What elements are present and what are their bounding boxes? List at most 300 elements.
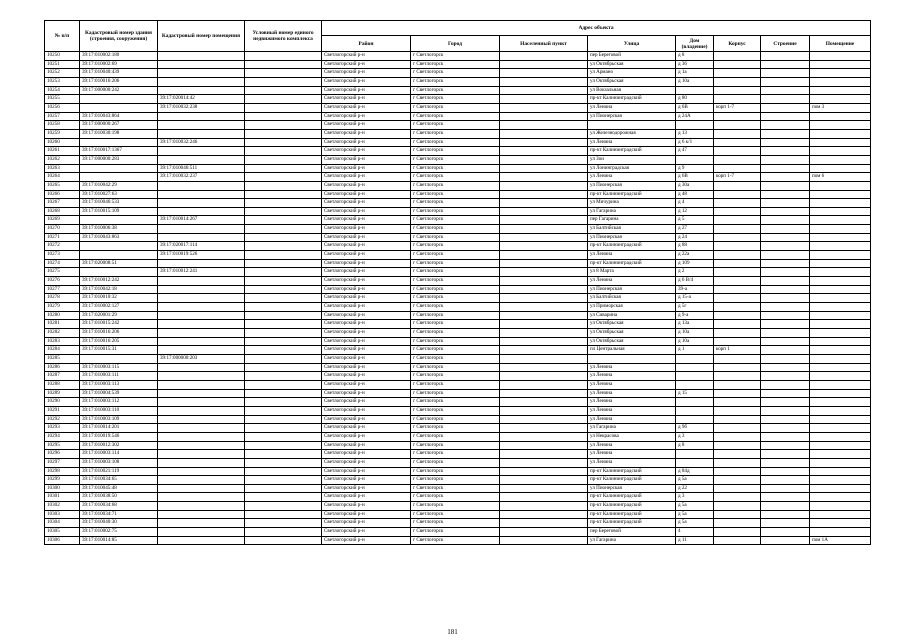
cell-stroenie [761, 493, 810, 502]
cell-cadastral-building [80, 242, 158, 251]
cell-district: Светлогорский р-н [322, 129, 411, 138]
cell-city: г Светлогорск [411, 536, 500, 545]
cell-city: г Светлогорск [411, 259, 500, 268]
cell-settlement [500, 458, 588, 467]
cell-street: пр-кт Калининградский [588, 242, 676, 251]
cell-house: д 22а [676, 251, 714, 260]
cell-house: д 27 [676, 225, 714, 234]
cell-num: 10302 [45, 502, 80, 511]
cell-num: 10305 [45, 528, 80, 537]
cell-street: ул Октябрьская [588, 77, 676, 86]
cell-settlement [500, 216, 588, 225]
cell-cadastral-premises [158, 69, 245, 78]
cell-premises [810, 484, 871, 493]
cell-district: Светлогорский р-н [322, 510, 411, 519]
cell-stroenie [761, 510, 810, 519]
cell-num: 10281 [45, 320, 80, 329]
table-row [45, 181, 871, 190]
cell-district: Светлогорский р-н [322, 398, 411, 407]
cell-cadastral-premises [158, 476, 245, 485]
cell-house: д 88 [676, 242, 714, 251]
cell-conditional-complex [245, 52, 322, 61]
cell-cadastral-building: 39:17:010042:29 [80, 181, 158, 190]
table-row [45, 121, 871, 130]
header-num: № п/п [45, 21, 80, 52]
cell-conditional-complex [245, 467, 322, 476]
cell-conditional-complex [245, 303, 322, 312]
cell-house: д 5а [676, 510, 714, 519]
cell-cadastral-building: 39:17:010003:111 [80, 372, 158, 381]
cell-settlement [500, 484, 588, 493]
cell-cadastral-building: 39:17:010015:109 [80, 207, 158, 216]
cell-house: 4 [676, 528, 714, 537]
cell-city: г Светлогорск [411, 519, 500, 528]
cell-num: 10256 [45, 103, 80, 112]
cell-street: пр-кт Калининградский [588, 147, 676, 156]
cell-conditional-complex [245, 458, 322, 467]
cell-city: г Светлогорск [411, 415, 500, 424]
cell-stroenie [761, 52, 810, 61]
cell-street: пр-кт Калининградский [588, 493, 676, 502]
cell-district: Светлогорский р-н [322, 380, 411, 389]
cell-korpus [714, 432, 761, 441]
cell-city: г Светлогорск [411, 251, 500, 260]
cell-stroenie [761, 216, 810, 225]
header-district: Район [322, 36, 411, 52]
header-cadastral-premises: Кадастровый номер помещения [158, 21, 245, 52]
cell-premises [810, 415, 871, 424]
cell-premises [810, 467, 871, 476]
cell-conditional-complex [245, 320, 322, 329]
cell-settlement [500, 432, 588, 441]
cell-premises [810, 233, 871, 242]
cell-street: ул Октябрьская [588, 337, 676, 346]
cell-stroenie [761, 86, 810, 95]
cell-cadastral-premises [158, 294, 245, 303]
cell-cadastral-building: 39:17:010003:113 [80, 380, 158, 389]
cell-premises [810, 311, 871, 320]
cell-cadastral-premises [158, 207, 245, 216]
cell-house: д 109 [676, 259, 714, 268]
cell-cadastral-building: 39:17:010038:50 [80, 493, 158, 502]
cell-street: пер Гагарина [588, 216, 676, 225]
cell-city: г Светлогорск [411, 285, 500, 294]
cell-premises [810, 354, 871, 363]
cell-korpus [714, 424, 761, 433]
cell-house: д 5а [676, 502, 714, 511]
cell-settlement [500, 138, 588, 147]
cell-stroenie [761, 190, 810, 199]
cell-street: ул Балтийская [588, 225, 676, 234]
cell-cadastral-building: 39:17:010010:32 [80, 294, 158, 303]
cell-cadastral-premises [158, 233, 245, 242]
cell-house: д 6В [676, 173, 714, 182]
cell-korpus [714, 60, 761, 69]
cell-cadastral-building: 39:17:010003:110 [80, 406, 158, 415]
cell-district: Светлогорский р-н [322, 251, 411, 260]
cell-num: 10255 [45, 95, 80, 104]
cell-premises [810, 528, 871, 537]
cell-num: 10283 [45, 337, 80, 346]
cell-district: Светлогорский р-н [322, 285, 411, 294]
cell-settlement [500, 329, 588, 338]
cell-district: Светлогорский р-н [322, 155, 411, 164]
table-row [45, 242, 871, 251]
cell-num: 10277 [45, 285, 80, 294]
table-row [45, 502, 871, 511]
cell-conditional-complex [245, 242, 322, 251]
cell-stroenie [761, 242, 810, 251]
cell-conditional-complex [245, 181, 322, 190]
cell-conditional-complex [245, 129, 322, 138]
cell-cadastral-building: 39:17:010034:68 [80, 502, 158, 511]
cell-num: 10301 [45, 493, 80, 502]
cell-house: д 84д [676, 467, 714, 476]
table-row [45, 493, 871, 502]
cell-premises [810, 337, 871, 346]
cell-num: 10303 [45, 510, 80, 519]
cell-num: 10279 [45, 303, 80, 312]
cell-num: 10273 [45, 251, 80, 260]
cell-cadastral-building [80, 103, 158, 112]
cell-stroenie [761, 432, 810, 441]
cell-conditional-complex [245, 389, 322, 398]
cell-settlement [500, 337, 588, 346]
cell-stroenie [761, 121, 810, 130]
cell-cadastral-premises [158, 147, 245, 156]
cell-street: ул Лонинградская [588, 164, 676, 173]
cell-korpus [714, 406, 761, 415]
cell-street: пр-кт Калининградский [588, 467, 676, 476]
cell-korpus [714, 372, 761, 381]
cell-district: Светлогорский р-н [322, 190, 411, 199]
table-row [45, 129, 871, 138]
cell-street: ул Ленина [588, 363, 676, 372]
cell-district: Светлогорский р-н [322, 502, 411, 511]
cell-city: г Светлогорск [411, 406, 500, 415]
cell-stroenie [761, 519, 810, 528]
cell-stroenie [761, 60, 810, 69]
cell-street: ул Сиварина [588, 311, 676, 320]
cell-street: пл Центральная [588, 346, 676, 355]
table-row [45, 519, 871, 528]
cell-conditional-complex [245, 251, 322, 260]
cell-district: Светлогорский р-н [322, 259, 411, 268]
cell-korpus [714, 95, 761, 104]
cell-cadastral-premises [158, 484, 245, 493]
cell-cadastral-building [80, 138, 158, 147]
cell-street: пер Береговой [588, 528, 676, 537]
cell-conditional-complex [245, 406, 322, 415]
cell-house [676, 363, 714, 372]
cell-city: г Светлогорск [411, 86, 500, 95]
cell-num: 10272 [45, 242, 80, 251]
table-row [45, 458, 871, 467]
cell-city: г Светлогорск [411, 510, 500, 519]
cell-korpus [714, 199, 761, 208]
table-row [45, 311, 871, 320]
cell-city: г Светлогорск [411, 467, 500, 476]
cell-premises [810, 363, 871, 372]
cell-cadastral-premises [158, 155, 245, 164]
cell-cadastral-premises [158, 458, 245, 467]
cell-district: Светлогорский р-н [322, 493, 411, 502]
table-row [45, 329, 871, 338]
cell-district: Светлогорский р-н [322, 467, 411, 476]
table-row [45, 320, 871, 329]
cell-stroenie [761, 147, 810, 156]
cell-settlement [500, 346, 588, 355]
cell-premises [810, 329, 871, 338]
cell-korpus [714, 233, 761, 242]
cell-street: пр-кт Калининградский [588, 502, 676, 511]
cell-settlement [500, 519, 588, 528]
cell-stroenie [761, 363, 810, 372]
cell-cadastral-premises [158, 52, 245, 61]
cell-korpus [714, 441, 761, 450]
cell-cadastral-premises: 39:17:010046:511 [158, 164, 245, 173]
cell-city: г Светлогорск [411, 216, 500, 225]
cell-cadastral-premises [158, 337, 245, 346]
cell-house: д 24А [676, 112, 714, 121]
cell-num: 10284 [45, 346, 80, 355]
cell-cadastral-premises [158, 112, 245, 121]
cell-street: ул Пионерская [588, 181, 676, 190]
cell-settlement [500, 181, 588, 190]
cell-settlement [500, 164, 588, 173]
cell-korpus [714, 311, 761, 320]
table-header [45, 21, 871, 52]
cell-cadastral-building: 39:17:010040:439 [80, 69, 158, 78]
table-row [45, 103, 871, 112]
cell-house [676, 450, 714, 459]
cell-num: 10252 [45, 69, 80, 78]
table-row [45, 86, 871, 95]
cell-conditional-complex [245, 103, 322, 112]
cell-house: д 2 [676, 268, 714, 277]
cell-settlement [500, 251, 588, 260]
cell-city: г Светлогорск [411, 60, 500, 69]
cell-korpus [714, 164, 761, 173]
page-number: 181 [447, 628, 458, 636]
cell-city: г Светлогорск [411, 346, 500, 355]
cell-cadastral-premises [158, 181, 245, 190]
cell-street: ул Балтийская [588, 294, 676, 303]
cell-street: ул Ленина [588, 138, 676, 147]
table-row [45, 346, 871, 355]
cell-stroenie [761, 225, 810, 234]
cell-district: Светлогорский р-н [322, 372, 411, 381]
cell-cadastral-premises [158, 121, 245, 130]
cell-korpus [714, 86, 761, 95]
cell-premises [810, 129, 871, 138]
cell-street: ул Мичурина [588, 199, 676, 208]
cell-street: пр-кт Калининградский [588, 476, 676, 485]
cell-house: д 10а [676, 77, 714, 86]
cell-num: 10294 [45, 432, 80, 441]
cell-district: Светлогорский р-н [322, 216, 411, 225]
header-stroenie: Строение [761, 36, 810, 52]
cell-house [676, 458, 714, 467]
cell-cadastral-premises [158, 467, 245, 476]
cell-house: д 12 [676, 207, 714, 216]
cell-stroenie [761, 199, 810, 208]
table-row [45, 138, 871, 147]
cell-cadastral-building: 39:17:010006:38 [80, 225, 158, 234]
cell-conditional-complex [245, 294, 322, 303]
cell-city: г Светлогорск [411, 458, 500, 467]
cell-cadastral-building: 39:17:000000:267 [80, 121, 158, 130]
cell-num: 10278 [45, 294, 80, 303]
cell-premises [810, 242, 871, 251]
cell-settlement [500, 95, 588, 104]
cell-korpus [714, 190, 761, 199]
cell-stroenie [761, 415, 810, 424]
cell-settlement [500, 155, 588, 164]
cell-city: г Светлогорск [411, 233, 500, 242]
table-row [45, 432, 871, 441]
cell-num: 10258 [45, 121, 80, 130]
cell-conditional-complex [245, 354, 322, 363]
table-row [45, 363, 871, 372]
table-row [45, 484, 871, 493]
cell-stroenie [761, 536, 810, 545]
table-row [45, 528, 871, 537]
cell-cadastral-premises [158, 190, 245, 199]
cell-city: г Светлогорск [411, 155, 500, 164]
table-row [45, 476, 871, 485]
header-premises: Помещение [810, 36, 871, 52]
cell-settlement [500, 190, 588, 199]
cell-house [676, 354, 714, 363]
cell-street: ул Октябрьская [588, 60, 676, 69]
table-row [45, 424, 871, 433]
cell-district: Светлогорский р-н [322, 268, 411, 277]
cell-cadastral-premises [158, 320, 245, 329]
cell-cadastral-building [80, 173, 158, 182]
cell-stroenie [761, 285, 810, 294]
cell-stroenie [761, 259, 810, 268]
cell-house: д 15 [676, 389, 714, 398]
cell-cadastral-building: 39:17:010046:533 [80, 199, 158, 208]
cell-cadastral-building: 39:17:010034:65 [80, 476, 158, 485]
cell-cadastral-premises [158, 380, 245, 389]
cell-city: г Светлогорск [411, 95, 500, 104]
cell-cadastral-building: 39:17:010003:109 [80, 415, 158, 424]
cell-korpus [714, 147, 761, 156]
cell-korpus: корп 1-7 [714, 103, 761, 112]
cell-street: ул Некрасова [588, 432, 676, 441]
cell-premises [810, 277, 871, 286]
cell-cadastral-building: 39:17:010003:115 [80, 363, 158, 372]
cell-district: Светлогорский р-н [322, 277, 411, 286]
cell-korpus [714, 129, 761, 138]
cell-city: г Светлогорск [411, 528, 500, 537]
cell-stroenie [761, 77, 810, 86]
cell-city: г Светлогорск [411, 277, 500, 286]
cell-stroenie [761, 112, 810, 121]
cell-settlement [500, 207, 588, 216]
cell-settlement [500, 424, 588, 433]
cell-cadastral-building: 39:17:010045:48 [80, 484, 158, 493]
cell-cadastral-premises [158, 406, 245, 415]
table-row [45, 147, 871, 156]
cell-street: пр-кт Калининградский [588, 510, 676, 519]
cell-settlement [500, 259, 588, 268]
cell-conditional-complex [245, 164, 322, 173]
cell-conditional-complex [245, 424, 322, 433]
cell-city: г Светлогорск [411, 389, 500, 398]
cell-settlement [500, 450, 588, 459]
cell-stroenie [761, 450, 810, 459]
cell-house [676, 398, 714, 407]
cell-num: 10290 [45, 398, 80, 407]
cell-cadastral-building: 39:17:010040:30 [80, 519, 158, 528]
cell-city: г Светлогорск [411, 476, 500, 485]
cell-conditional-complex [245, 329, 322, 338]
cell-street: ул Пионерская [588, 112, 676, 121]
cell-cadastral-building: 39:17:010016:206 [80, 77, 158, 86]
cell-conditional-complex [245, 528, 322, 537]
table-row [45, 173, 871, 182]
cell-premises [810, 294, 871, 303]
cell-cadastral-premises: 39:17:000000:203 [158, 354, 245, 363]
cell-korpus [714, 52, 761, 61]
cell-premises [810, 259, 871, 268]
cell-street: пр-кт Калининградский [588, 519, 676, 528]
table-row [45, 380, 871, 389]
cell-district: Светлогорский р-н [322, 294, 411, 303]
cell-conditional-complex [245, 95, 322, 104]
cell-house: д 13а [676, 320, 714, 329]
cell-cadastral-building: 39:17:010002:127 [80, 303, 158, 312]
table-row [45, 155, 871, 164]
table-row [45, 60, 871, 69]
cell-conditional-complex [245, 476, 322, 485]
cell-house: д 11 [676, 536, 714, 545]
property-table [44, 20, 871, 545]
cell-district: Светлогорский р-н [322, 164, 411, 173]
cell-street: ул Ленина [588, 380, 676, 389]
cell-cadastral-premises [158, 398, 245, 407]
cell-premises [810, 121, 871, 130]
cell-cadastral-building: 39:17:010002:69 [80, 60, 158, 69]
table-row [45, 406, 871, 415]
cell-district: Светлогорский р-н [322, 69, 411, 78]
cell-stroenie [761, 441, 810, 450]
cell-street: ул Ленина [588, 103, 676, 112]
cell-settlement [500, 320, 588, 329]
cell-premises [810, 86, 871, 95]
cell-conditional-complex [245, 138, 322, 147]
cell-district: Светлогорский р-н [322, 242, 411, 251]
cell-cadastral-building: 39:17:020001:29 [80, 311, 158, 320]
cell-settlement [500, 285, 588, 294]
cell-cadastral-building: 39:17:010015:31 [80, 346, 158, 355]
cell-street: ул Октябрьская [588, 329, 676, 338]
cell-num: 10254 [45, 86, 80, 95]
cell-house [676, 86, 714, 95]
cell-cadastral-premises: 39:17:010012:241 [158, 268, 245, 277]
cell-cadastral-building: 39:17:010034:71 [80, 510, 158, 519]
cell-house: д 10а [676, 329, 714, 338]
cell-district: Светлогорский р-н [322, 415, 411, 424]
cell-street: ул Зои [588, 155, 676, 164]
header-house: Дом (владение) [676, 36, 714, 52]
cell-cadastral-premises [158, 450, 245, 459]
cell-stroenie [761, 380, 810, 389]
cell-district: Светлогорский р-н [322, 233, 411, 242]
